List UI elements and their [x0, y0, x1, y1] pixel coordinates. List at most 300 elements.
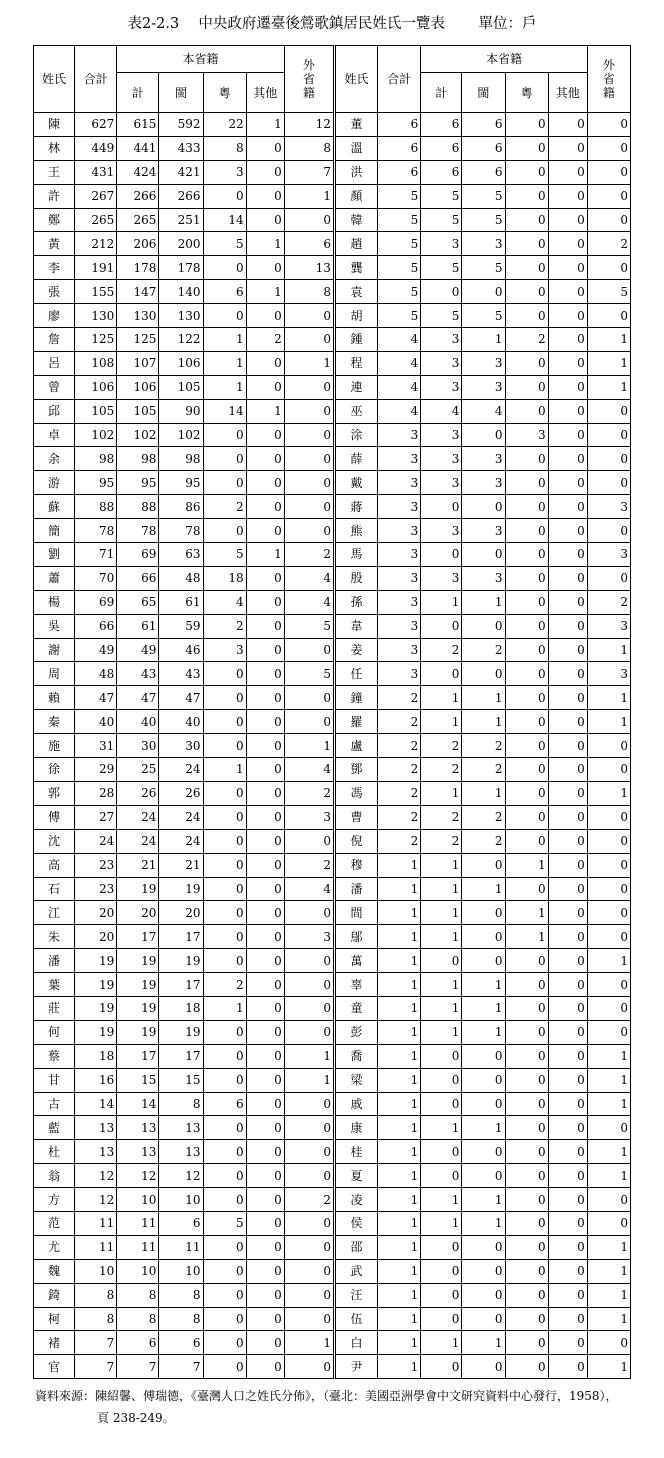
right-surname-cell: 盧	[334, 734, 377, 758]
left-outside-cell: 0	[284, 949, 334, 973]
left-other-cell: 0	[246, 614, 284, 638]
right-other-cell: 0	[548, 781, 587, 805]
table-row	[34, 375, 631, 399]
left-total-cell: 16	[75, 1068, 117, 1092]
left-surname-cell: 杜	[34, 1140, 75, 1164]
table-row	[34, 590, 631, 614]
right-outside-cell: 1	[587, 1044, 630, 1068]
left-province-total-cell: 21	[117, 853, 159, 877]
left-min-cell: 17	[159, 973, 203, 997]
left-total-cell: 19	[75, 973, 117, 997]
right-total-cell: 2	[378, 686, 421, 710]
right-surname-cell: 康	[334, 1116, 377, 1140]
left-other-cell: 0	[246, 160, 284, 184]
left-surname-cell: 柯	[34, 1307, 75, 1331]
left-min-cell: 7	[159, 1355, 203, 1379]
left-outside-cell: 7	[284, 160, 334, 184]
right-province-total-cell: 5	[421, 208, 462, 232]
right-province-total-cell: 3	[421, 519, 462, 543]
left-other-cell: 0	[246, 734, 284, 758]
left-total-cell: 12	[75, 1164, 117, 1188]
right-surname-cell: 桂	[334, 1140, 377, 1164]
left-surname-cell: 許	[34, 184, 75, 208]
right-other-cell: 0	[548, 136, 587, 160]
left-surname-cell: 尤	[34, 1235, 75, 1259]
left-outside-cell: 0	[284, 710, 334, 734]
right-province-total-cell: 1	[421, 1020, 462, 1044]
left-yue-cell: 5	[203, 543, 246, 567]
left-total-cell: 7	[75, 1331, 117, 1355]
right-outside-cell: 0	[587, 1211, 630, 1235]
right-total-cell: 1	[378, 949, 421, 973]
left-min-cell: 8	[159, 1092, 203, 1116]
right-other-cell: 0	[548, 758, 587, 782]
left-other-cell: 0	[246, 208, 284, 232]
left-outside-cell: 2	[284, 1188, 334, 1212]
right-other-cell: 0	[548, 1068, 587, 1092]
right-outside-cell: 1	[587, 1283, 630, 1307]
left-surname-cell: 郭	[34, 781, 75, 805]
right-province-total-cell: 0	[421, 1259, 462, 1283]
left-outside-cell: 0	[284, 829, 334, 853]
right-min-cell: 0	[462, 1307, 505, 1331]
right-total-cell: 1	[378, 1283, 421, 1307]
left-province-total-cell: 24	[117, 805, 159, 829]
left-total-cell: 265	[75, 208, 117, 232]
left-min-cell: 105	[159, 375, 203, 399]
left-province-total-cell: 178	[117, 256, 159, 280]
left-province-total-cell: 615	[117, 113, 159, 137]
right-other-cell: 0	[548, 113, 587, 137]
right-other-cell: 0	[548, 662, 587, 686]
right-outside-cell: 3	[587, 495, 630, 519]
left-total-cell: 20	[75, 901, 117, 925]
left-surname-cell: 蘇	[34, 495, 75, 519]
left-total-cell: 106	[75, 375, 117, 399]
left-other-cell: 1	[246, 280, 284, 304]
left-outside-cell: 0	[284, 686, 334, 710]
left-total-cell: 49	[75, 638, 117, 662]
right-surname-cell: 胡	[334, 304, 377, 328]
right-total-cell: 3	[378, 543, 421, 567]
right-yue-cell: 0	[505, 208, 548, 232]
table-row	[34, 1020, 631, 1044]
left-outside-cell: 0	[284, 304, 334, 328]
right-surname-cell: 鐘	[334, 686, 377, 710]
right-min-cell: 0	[462, 662, 505, 686]
right-total-cell: 3	[378, 638, 421, 662]
left-province-total-cell: 19	[117, 996, 159, 1020]
right-min-cell: 0	[462, 1068, 505, 1092]
table-row	[34, 1355, 631, 1379]
right-outside-cell: 0	[587, 136, 630, 160]
right-province-total-cell: 6	[421, 113, 462, 137]
left-outside-cell: 0	[284, 328, 334, 352]
left-total-cell: 155	[75, 280, 117, 304]
left-surname-cell: 張	[34, 280, 75, 304]
left-province-total-cell: 10	[117, 1259, 159, 1283]
right-other-cell: 0	[548, 566, 587, 590]
right-outside-cell: 0	[587, 973, 630, 997]
table-row	[34, 1307, 631, 1331]
right-min-cell: 0	[462, 543, 505, 567]
right-yue-cell: 0	[505, 1355, 548, 1379]
left-outside-cell: 4	[284, 877, 334, 901]
left-surname-cell: 周	[34, 662, 75, 686]
left-province-total-cell: 15	[117, 1068, 159, 1092]
left-total-cell: 20	[75, 925, 117, 949]
left-total-cell: 449	[75, 136, 117, 160]
right-outside-cell: 0	[587, 184, 630, 208]
right-province-total-cell: 1	[421, 686, 462, 710]
left-outside-cell: 1	[284, 1044, 334, 1068]
left-total-cell: 47	[75, 686, 117, 710]
table-row	[34, 710, 631, 734]
header-min: 閩	[159, 73, 203, 113]
right-min-cell: 0	[462, 1140, 505, 1164]
left-province-total-cell: 11	[117, 1235, 159, 1259]
left-other-cell: 0	[246, 1116, 284, 1140]
left-yue-cell: 1	[203, 328, 246, 352]
right-total-cell: 1	[378, 1140, 421, 1164]
table-row	[34, 1068, 631, 1092]
right-province-total-cell: 0	[421, 1140, 462, 1164]
right-surname-cell: 程	[334, 351, 377, 375]
left-other-cell: 0	[246, 1188, 284, 1212]
left-province-total-cell: 26	[117, 781, 159, 805]
left-province-total-cell: 13	[117, 1140, 159, 1164]
right-province-total-cell: 1	[421, 1211, 462, 1235]
header-province: 本省籍	[117, 46, 285, 73]
right-outside-cell: 1	[587, 1164, 630, 1188]
header-total: 合計	[75, 46, 117, 113]
left-yue-cell: 0	[203, 949, 246, 973]
left-other-cell: 0	[246, 662, 284, 686]
table-row	[34, 1188, 631, 1212]
right-other-cell: 0	[548, 328, 587, 352]
right-yue-cell: 0	[505, 973, 548, 997]
right-yue-cell: 0	[505, 1283, 548, 1307]
right-province-total-cell: 0	[421, 1283, 462, 1307]
surname-table	[33, 45, 631, 1379]
left-outside-cell: 8	[284, 136, 334, 160]
left-min-cell: 19	[159, 877, 203, 901]
header-sub-total: 計	[117, 73, 159, 113]
left-outside-cell: 0	[284, 471, 334, 495]
table-row	[34, 996, 631, 1020]
right-other-cell: 0	[548, 877, 587, 901]
right-min-cell: 3	[462, 519, 505, 543]
right-surname-cell: 伍	[334, 1307, 377, 1331]
right-total-cell: 1	[378, 901, 421, 925]
left-surname-cell: 余	[34, 447, 75, 471]
right-yue-cell: 0	[505, 1235, 548, 1259]
right-surname-cell: 鄧	[334, 758, 377, 782]
left-min-cell: 10	[159, 1259, 203, 1283]
left-province-total-cell: 441	[117, 136, 159, 160]
right-yue-cell: 0	[505, 256, 548, 280]
left-outside-cell: 2	[284, 781, 334, 805]
right-yue-cell: 0	[505, 662, 548, 686]
left-outside-cell: 6	[284, 232, 334, 256]
right-outside-cell: 1	[587, 328, 630, 352]
left-surname-cell: 傅	[34, 805, 75, 829]
table-row	[34, 1164, 631, 1188]
left-yue-cell: 0	[203, 1331, 246, 1355]
right-surname-cell: 鍾	[334, 328, 377, 352]
right-surname-cell: 龔	[334, 256, 377, 280]
left-total-cell: 23	[75, 853, 117, 877]
right-surname-cell: 汪	[334, 1283, 377, 1307]
header-total: 合計	[378, 46, 421, 113]
table-row	[34, 734, 631, 758]
right-province-total-cell: 1	[421, 973, 462, 997]
left-surname-cell: 蕭	[34, 566, 75, 590]
right-total-cell: 1	[378, 1355, 421, 1379]
left-min-cell: 130	[159, 304, 203, 328]
left-other-cell: 0	[246, 901, 284, 925]
left-outside-cell: 0	[284, 1140, 334, 1164]
right-total-cell: 5	[378, 304, 421, 328]
table-row	[34, 877, 631, 901]
right-province-total-cell: 0	[421, 1068, 462, 1092]
right-total-cell: 6	[378, 113, 421, 137]
left-surname-cell: 施	[34, 734, 75, 758]
right-province-total-cell: 0	[421, 543, 462, 567]
left-total-cell: 12	[75, 1188, 117, 1212]
right-province-total-cell: 0	[421, 614, 462, 638]
left-surname-cell: 謝	[34, 638, 75, 662]
left-total-cell: 18	[75, 1044, 117, 1068]
right-total-cell: 2	[378, 734, 421, 758]
right-surname-cell: 喬	[334, 1044, 377, 1068]
header-other: 其他	[548, 73, 587, 113]
right-surname-cell: 夏	[334, 1164, 377, 1188]
left-total-cell: 130	[75, 304, 117, 328]
left-yue-cell: 0	[203, 686, 246, 710]
table-row	[34, 638, 631, 662]
right-surname-cell: 萬	[334, 949, 377, 973]
right-other-cell: 0	[548, 805, 587, 829]
left-yue-cell: 0	[203, 1188, 246, 1212]
left-outside-cell: 1	[284, 351, 334, 375]
left-other-cell: 0	[246, 304, 284, 328]
left-yue-cell: 4	[203, 590, 246, 614]
right-province-total-cell: 0	[421, 662, 462, 686]
right-yue-cell: 0	[505, 1068, 548, 1092]
left-surname-cell: 呂	[34, 351, 75, 375]
table-row	[34, 973, 631, 997]
right-yue-cell: 0	[505, 471, 548, 495]
right-other-cell: 0	[548, 829, 587, 853]
left-other-cell: 0	[246, 758, 284, 782]
table-row	[34, 1211, 631, 1235]
right-other-cell: 0	[548, 1235, 587, 1259]
right-min-cell: 0	[462, 1259, 505, 1283]
right-outside-cell: 0	[587, 925, 630, 949]
right-total-cell: 6	[378, 160, 421, 184]
left-yue-cell: 22	[203, 113, 246, 137]
right-other-cell: 0	[548, 901, 587, 925]
left-province-total-cell: 98	[117, 447, 159, 471]
right-min-cell: 0	[462, 280, 505, 304]
left-province-total-cell: 95	[117, 471, 159, 495]
right-surname-cell: 穆	[334, 853, 377, 877]
right-outside-cell: 5	[587, 280, 630, 304]
right-surname-cell: 羅	[334, 710, 377, 734]
table-row	[34, 113, 631, 137]
left-surname-cell: 吳	[34, 614, 75, 638]
right-other-cell: 0	[548, 351, 587, 375]
right-yue-cell: 0	[505, 136, 548, 160]
right-outside-cell: 0	[587, 996, 630, 1020]
right-total-cell: 6	[378, 136, 421, 160]
right-yue-cell: 0	[505, 399, 548, 423]
left-outside-cell: 0	[284, 901, 334, 925]
left-yue-cell: 0	[203, 1164, 246, 1188]
table-row	[34, 949, 631, 973]
left-outside-cell: 2	[284, 543, 334, 567]
left-surname-cell: 林	[34, 136, 75, 160]
right-min-cell: 0	[462, 1283, 505, 1307]
left-total-cell: 88	[75, 495, 117, 519]
right-yue-cell: 0	[505, 375, 548, 399]
left-total-cell: 23	[75, 877, 117, 901]
left-surname-cell: 蔡	[34, 1044, 75, 1068]
left-other-cell: 0	[246, 1068, 284, 1092]
left-min-cell: 95	[159, 471, 203, 495]
right-province-total-cell: 1	[421, 853, 462, 877]
left-outside-cell: 0	[284, 1020, 334, 1044]
left-total-cell: 27	[75, 805, 117, 829]
left-total-cell: 48	[75, 662, 117, 686]
left-other-cell: 0	[246, 1140, 284, 1164]
right-province-total-cell: 0	[421, 949, 462, 973]
right-min-cell: 1	[462, 877, 505, 901]
right-surname-cell: 戴	[334, 471, 377, 495]
right-other-cell: 0	[548, 184, 587, 208]
right-outside-cell: 0	[587, 471, 630, 495]
right-outside-cell: 1	[587, 1140, 630, 1164]
right-total-cell: 3	[378, 662, 421, 686]
left-yue-cell: 0	[203, 734, 246, 758]
right-min-cell: 2	[462, 734, 505, 758]
right-yue-cell: 0	[505, 638, 548, 662]
right-outside-cell: 1	[587, 1259, 630, 1283]
left-surname-cell: 翁	[34, 1164, 75, 1188]
left-province-total-cell: 17	[117, 1044, 159, 1068]
right-min-cell: 0	[462, 495, 505, 519]
left-min-cell: 15	[159, 1068, 203, 1092]
left-surname-cell: 李	[34, 256, 75, 280]
left-surname-cell: 秦	[34, 710, 75, 734]
left-surname-cell: 楊	[34, 590, 75, 614]
right-outside-cell: 0	[587, 566, 630, 590]
left-other-cell: 0	[246, 925, 284, 949]
right-other-cell: 0	[548, 280, 587, 304]
left-other-cell: 0	[246, 829, 284, 853]
right-min-cell: 2	[462, 758, 505, 782]
left-surname-cell: 江	[34, 901, 75, 925]
right-min-cell: 3	[462, 471, 505, 495]
left-surname-cell: 葉	[34, 973, 75, 997]
right-other-cell: 0	[548, 423, 587, 447]
table-row	[34, 543, 631, 567]
left-outside-cell: 0	[284, 447, 334, 471]
right-min-cell: 0	[462, 423, 505, 447]
right-surname-cell: 趙	[334, 232, 377, 256]
right-surname-cell: 溫	[334, 136, 377, 160]
right-total-cell: 1	[378, 1164, 421, 1188]
left-total-cell: 24	[75, 829, 117, 853]
table-row	[34, 184, 631, 208]
right-surname-cell: 潘	[334, 877, 377, 901]
left-province-total-cell: 424	[117, 160, 159, 184]
left-surname-cell: 曾	[34, 375, 75, 399]
left-min-cell: 592	[159, 113, 203, 137]
left-outside-cell: 0	[284, 208, 334, 232]
left-yue-cell: 0	[203, 781, 246, 805]
left-min-cell: 178	[159, 256, 203, 280]
left-province-total-cell: 7	[117, 1355, 159, 1379]
left-surname-cell: 卓	[34, 423, 75, 447]
right-province-total-cell: 5	[421, 304, 462, 328]
left-province-total-cell: 24	[117, 829, 159, 853]
left-other-cell: 0	[246, 447, 284, 471]
left-outside-cell: 0	[284, 519, 334, 543]
left-yue-cell: 2	[203, 495, 246, 519]
right-min-cell: 5	[462, 256, 505, 280]
left-yue-cell: 0	[203, 710, 246, 734]
right-outside-cell: 1	[587, 1068, 630, 1092]
left-yue-cell: 18	[203, 566, 246, 590]
right-min-cell: 0	[462, 901, 505, 925]
right-province-total-cell: 4	[421, 399, 462, 423]
right-surname-cell: 薛	[334, 447, 377, 471]
left-min-cell: 86	[159, 495, 203, 519]
left-total-cell: 191	[75, 256, 117, 280]
left-surname-cell: 古	[34, 1092, 75, 1116]
left-other-cell: 0	[246, 1307, 284, 1331]
header-outside: 外 省 籍	[587, 46, 630, 113]
table-row	[34, 1259, 631, 1283]
right-yue-cell: 0	[505, 495, 548, 519]
left-surname-cell: 鄭	[34, 208, 75, 232]
left-outside-cell: 3	[284, 805, 334, 829]
left-yue-cell: 0	[203, 1259, 246, 1283]
left-yue-cell: 0	[203, 1068, 246, 1092]
right-min-cell: 1	[462, 973, 505, 997]
left-yue-cell: 0	[203, 877, 246, 901]
right-yue-cell: 0	[505, 184, 548, 208]
left-province-total-cell: 13	[117, 1116, 159, 1140]
left-min-cell: 421	[159, 160, 203, 184]
left-yue-cell: 3	[203, 160, 246, 184]
right-yue-cell: 0	[505, 304, 548, 328]
left-total-cell: 212	[75, 232, 117, 256]
right-province-total-cell: 0	[421, 1307, 462, 1331]
right-other-cell: 0	[548, 686, 587, 710]
right-total-cell: 1	[378, 1044, 421, 1068]
left-total-cell: 8	[75, 1283, 117, 1307]
left-province-total-cell: 8	[117, 1307, 159, 1331]
table-row	[34, 256, 631, 280]
right-yue-cell: 0	[505, 1020, 548, 1044]
left-min-cell: 26	[159, 781, 203, 805]
right-surname-cell: 姜	[334, 638, 377, 662]
right-other-cell: 0	[548, 1020, 587, 1044]
left-total-cell: 19	[75, 949, 117, 973]
